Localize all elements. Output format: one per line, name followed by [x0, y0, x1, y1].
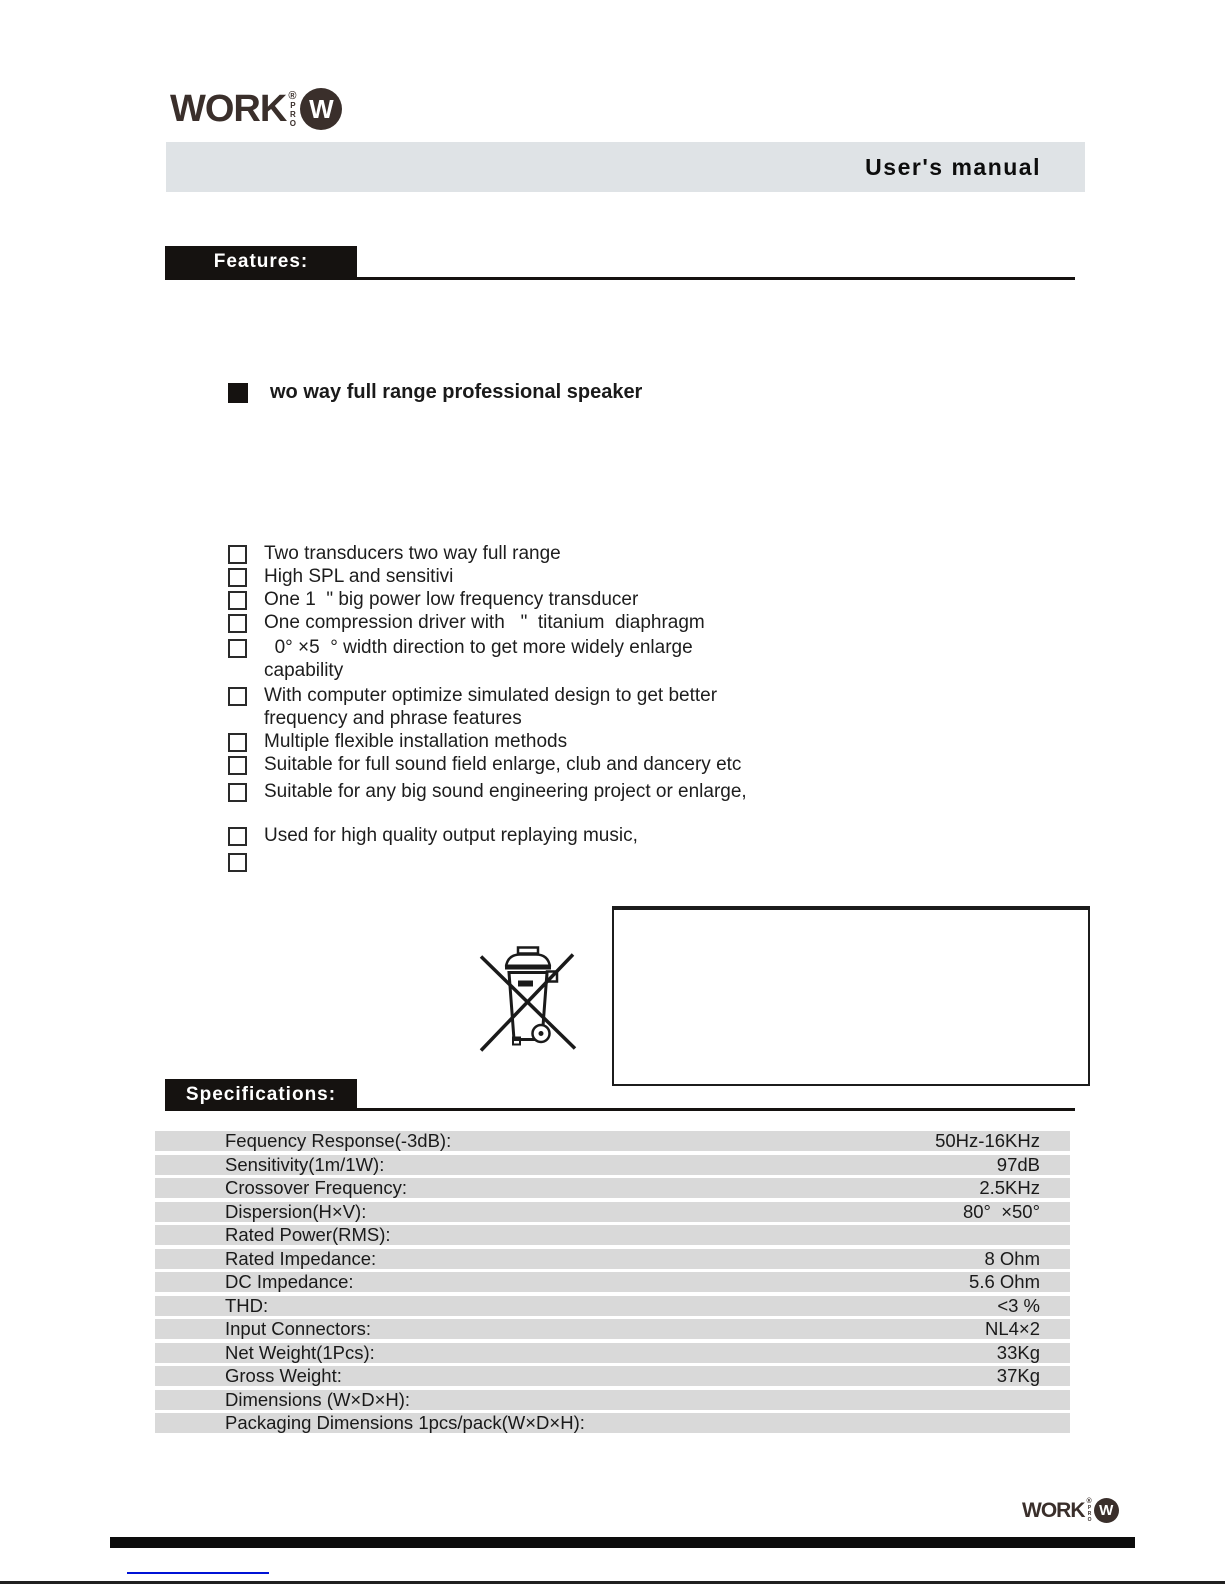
checkbox-icon — [228, 827, 247, 846]
feature-item — [228, 824, 848, 847]
footer-black-bar — [110, 1537, 1135, 1548]
spec-label: THD: — [225, 1294, 269, 1316]
feature-item — [228, 611, 848, 634]
brand-wordmark: WORK — [170, 88, 287, 130]
feature-item — [228, 780, 848, 803]
feature-item — [228, 684, 848, 730]
spec-label: Net Weight(1Pcs): — [225, 1341, 375, 1363]
table-row — [155, 1202, 1070, 1222]
spec-value: 5.6 Ohm — [969, 1271, 1040, 1292]
brand-sub-label: PRO — [1086, 1504, 1093, 1523]
checkbox-icon — [228, 591, 247, 610]
table-row — [155, 1272, 1070, 1292]
checkbox-icon — [228, 568, 247, 587]
product-headline — [228, 381, 642, 404]
feature-item — [228, 636, 848, 682]
feature-text: Suitable for any big sound engineering project or enlarge, — [264, 781, 747, 802]
spec-value: 50Hz-16KHz — [935, 1130, 1040, 1151]
feature-text: High SPL and sensitivi — [264, 566, 454, 587]
features-underline — [165, 277, 1075, 280]
specifications-table — [155, 1131, 1070, 1437]
brand-sub-label: PRO — [288, 100, 298, 128]
spec-label: Sensitivity(1m/1W): — [225, 1153, 385, 1175]
brand-w-monogram-icon: W — [300, 88, 342, 130]
feature-list — [228, 542, 848, 872]
spec-label: Packaging Dimensions 1pcs/pack(W×D×H): — [225, 1412, 585, 1433]
table-row — [155, 1296, 1070, 1316]
spec-label: Dimensions (W×D×H): — [225, 1388, 411, 1410]
feature-text: Suitable for full sound field enlarge, club and dancery etc — [264, 754, 742, 775]
spec-label: Rated Impedance: — [225, 1247, 377, 1269]
spec-value: 80° ×50° — [962, 1200, 1040, 1222]
note-box — [612, 906, 1090, 1086]
checkbox-icon — [228, 639, 247, 658]
checkbox-icon — [228, 545, 247, 564]
checkbox-icon — [228, 614, 247, 633]
feature-text: One 1 " big power low frequency transducer — [264, 589, 639, 610]
table-row — [155, 1343, 1070, 1363]
feature-text: With computer optimize simulated design to get better frequency and phrase features — [264, 685, 718, 729]
brand-logo-footer — [1022, 1498, 1119, 1523]
spec-label: Crossover Frequency: — [225, 1177, 407, 1198]
feature-text: 0° ×5 ° width direction to get more widely enlarge capability — [264, 637, 693, 681]
registered-trademark-icon: ® — [1086, 1497, 1092, 1505]
headline-text: wo way full range professional speaker — [270, 381, 643, 403]
spec-label: Dispersion(H×V): — [225, 1200, 367, 1222]
brand-logo — [170, 88, 342, 130]
brand-pro-block — [288, 91, 296, 128]
spec-value: 97dB — [996, 1153, 1040, 1175]
checkbox-icon — [228, 756, 247, 775]
features-section-header: Features: — [165, 246, 357, 277]
page-title: User's manual — [865, 153, 1041, 180]
table-row — [155, 1249, 1070, 1269]
spec-value: 37Kg — [996, 1365, 1040, 1386]
spec-label: DC Impedance: — [225, 1271, 354, 1292]
registered-trademark-icon: ® — [288, 89, 297, 102]
table-row — [155, 1319, 1070, 1339]
footer-blue-line — [127, 1572, 269, 1574]
spec-value: 33Kg — [996, 1341, 1040, 1363]
specifications-section-header: Specifications: — [165, 1079, 357, 1110]
page-edge-line — [0, 1581, 1225, 1584]
feature-text: Multiple flexible installation methods — [264, 731, 568, 752]
table-row — [155, 1155, 1070, 1175]
checkbox-icon — [228, 687, 247, 706]
spec-value: 2.5KHz — [979, 1177, 1040, 1198]
feature-item — [228, 850, 848, 872]
table-row — [155, 1413, 1070, 1433]
feature-item — [228, 542, 848, 565]
feature-item — [228, 730, 848, 753]
feature-text: Two transducers two way full range — [264, 543, 561, 564]
feature-text: Used for high quality output replaying music, — [264, 825, 638, 846]
brand-w-monogram-icon: W — [1094, 1498, 1119, 1523]
spec-label: Rated Power(RMS): — [225, 1224, 391, 1245]
brand-wordmark: WORK — [1022, 1499, 1085, 1522]
brand-pro-block — [1087, 1499, 1092, 1523]
checkbox-icon — [228, 733, 247, 752]
spec-value: 8 Ohm — [984, 1247, 1040, 1269]
spec-value: NL4×2 — [984, 1318, 1040, 1339]
table-row — [155, 1131, 1070, 1151]
feature-item — [228, 588, 848, 611]
spec-label: Fequency Response(-3dB): — [225, 1130, 452, 1151]
spec-label: Gross Weight: — [225, 1365, 342, 1386]
checkbox-icon — [228, 853, 247, 872]
table-row — [155, 1390, 1070, 1410]
feature-text: One compression driver with " titanium diaphragm — [264, 612, 705, 633]
weee-crossed-bin-icon — [478, 940, 578, 1060]
feature-item — [228, 565, 848, 588]
table-row — [155, 1366, 1070, 1386]
feature-item — [228, 753, 848, 776]
spec-value: <3 % — [997, 1294, 1040, 1316]
header-bar — [166, 142, 1085, 192]
spec-label: Input Connectors: — [225, 1318, 372, 1339]
table-row — [155, 1178, 1070, 1198]
square-bullet-icon — [228, 383, 248, 403]
checkbox-icon — [228, 783, 247, 802]
table-row — [155, 1225, 1070, 1245]
